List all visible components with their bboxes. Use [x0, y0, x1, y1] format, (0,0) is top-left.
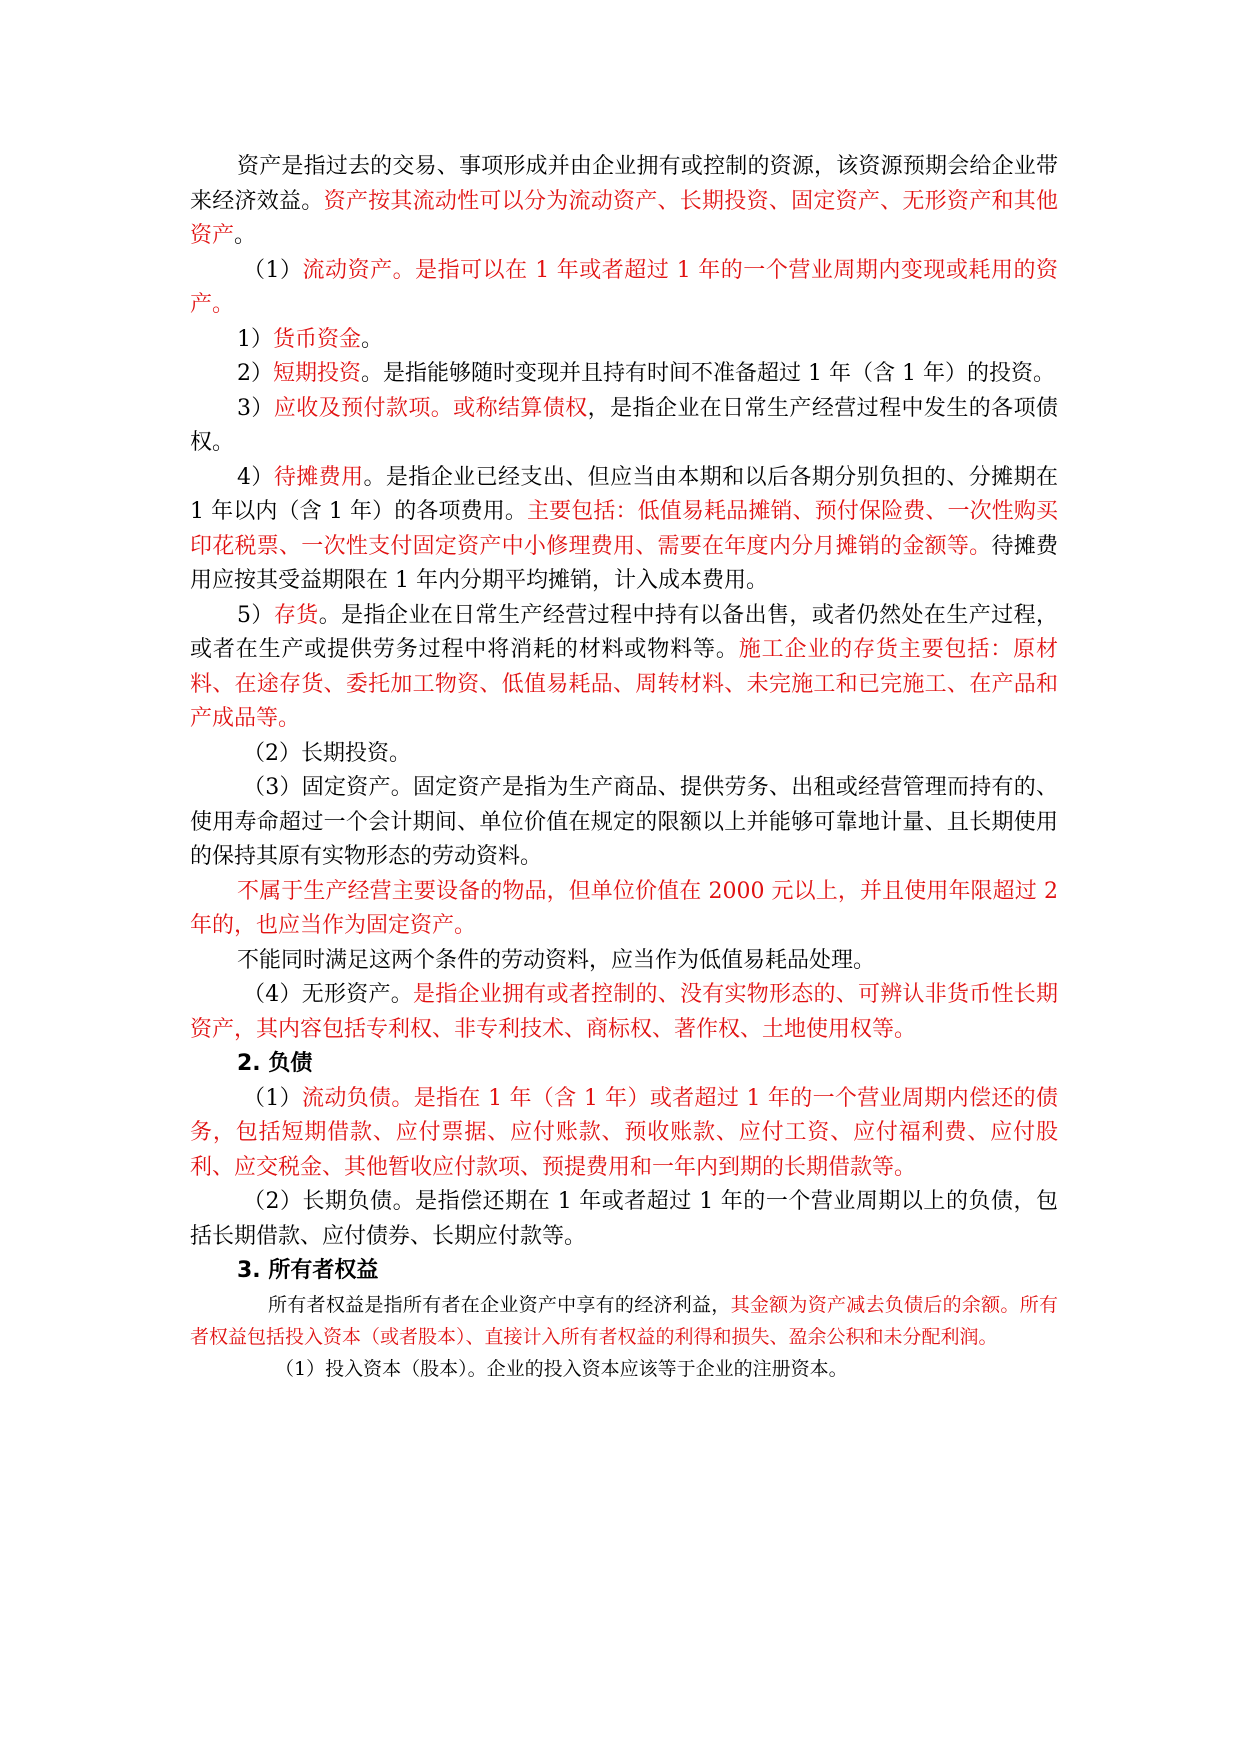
text-run: 4）: [237, 464, 274, 490]
text-run: 。: [234, 223, 257, 248]
emphasis-run: 施工企业的存货主要包括：原材料、在途存货、委托加工物资、低值易耗品、周转材料、未完施工和已完施工、在产品和产成品等。: [190, 637, 1058, 731]
text-run: 所有者权益是指所有者在企业资产中享有的经济利益，: [268, 1293, 731, 1316]
text-run: ，是指企业在日常生产经营过程中发生的各项债权。: [190, 395, 1058, 455]
paragraph-long-term-investment: （2）长期投资。: [243, 740, 411, 766]
paragraph-fixed-assets: （3）固定资产。固定资产是指为生产商品、提供劳务、出租或经营管理而持有的、使用寿命超过一个会计期间、单位价值在规定的限额以上并能够可靠地计量、且长期使用的保持其原有实物形态的劳动资料。: [190, 775, 1058, 869]
text-run: 。: [361, 326, 384, 352]
text-run: （4）无形资产。: [243, 982, 413, 1007]
paragraph-current-assets: [190, 254, 1058, 323]
text-run: 3）: [237, 395, 274, 421]
text-run: 2）: [237, 361, 273, 386]
text-run: 。是指企业已经支出、但应当由本期和以后各期分别负担的、分摊期在 1 年以内（含 1 年）的各项费用。: [190, 464, 1058, 524]
emphasis-run: 主要包括：低值易耗品摊销、预付保险费、一次性购买印花税票、一次性支付固定资产中小修理费用、需要在年度内分月摊销的金额等。: [190, 499, 1058, 559]
emphasis-run: 是指企业拥有或者控制的、没有实物形态的、可辨认非货币性长期资产，其内容包括专利权、非专利技术、商标权、著作权、土地使用权等。: [190, 982, 1058, 1042]
text-run: 。是指能够随时变现并且持有时间不准备超过 1 年（含 1 年）的投资。: [361, 361, 1055, 386]
text-run: 。是指企业在日常生产经营过程中持有以备出售，或者仍然处在生产过程，或者在生产或提供劳务过程中将消耗的材料或物料等。: [190, 602, 1058, 662]
paragraph-long-term-liabilities: （2）长期负债。是指偿还期在 1 年或者超过 1 年的一个营业周期以上的负债，包括长期借款、应付债券、长期应付款等。: [190, 1189, 1058, 1249]
paragraph-owners-equity-definition: [190, 1289, 1058, 1353]
paragraph-intangible-assets: [190, 978, 1058, 1047]
section-heading-owners-equity: 3. 所有者权益: [237, 1258, 379, 1283]
emphasis-run: 流动负债。是指在 1 年（含 1 年）或者超过 1 年的一个营业周期内偿还的债务，包括短期借款、应付票据、应付账款、预收账款、应付工资、应付福利费、应付股利、应交税金、其他暂收应付款项、预提费用和一年内到期的长期借款等。: [190, 1085, 1059, 1180]
paragraph-paid-in-capital: （1）投入资本（股本）。企业的投入资本应该等于企业的注册资本。: [275, 1357, 848, 1380]
paragraph-asset-definition: [190, 150, 1058, 254]
document-body: [190, 150, 1058, 1385]
emphasis-run: 待摊费用: [273, 464, 364, 490]
paragraph-current-liabilities: [190, 1082, 1058, 1186]
paragraph-prepaid-expenses: [190, 461, 1058, 599]
paragraph-monetary-funds: [190, 323, 1058, 358]
text-run: 资产是指过去的交易、事项形成并由企业拥有或控制的资源，该资源预期会给企业带来经济效益。: [190, 154, 1058, 214]
emphasis-run: 货币资金: [273, 326, 362, 352]
paragraph-fixed-assets-rule: 不属于生产经营主要设备的物品，但单位价值在 2000 元以上，并且使用年限超过 2 年的，也应当作为固定资产。: [190, 878, 1058, 938]
emphasis-run: 流动资产。是指可以在 1 年或者超过 1 年的一个营业周期内变现或耗用的资产。: [190, 257, 1058, 317]
text-run: 待摊费用应按其受益期限在 1 年内分期平均摊销，计入成本费用。: [190, 533, 1058, 593]
paragraph-low-value-items: 不能同时满足这两个条件的劳动资料，应当作为低值易耗品处理。: [237, 947, 876, 973]
paragraph-short-term-investment: [190, 357, 1058, 392]
emphasis-run: 短期投资: [273, 361, 362, 386]
emphasis-run: 应收及预付款项。或称结算债权: [273, 395, 588, 421]
paragraph-inventory: [190, 599, 1058, 737]
emphasis-run: 资产按其流动性可以分为流动资产、长期投资、固定资产、无形资产和其他资产: [190, 188, 1058, 248]
emphasis-run: 存货: [273, 602, 319, 628]
text-run: 1）: [237, 326, 273, 352]
text-run: （1）: [243, 257, 303, 283]
emphasis-run: 其金额为资产减去负债后的余额。所有者权益包括投入资本（或者股本）、直接计入所有者权益的利得和损失、盈余公积和未分配利润。: [190, 1293, 1058, 1348]
paragraph-receivables: [190, 392, 1058, 461]
text-run: （1）: [243, 1085, 303, 1111]
text-run: 5）: [237, 602, 274, 628]
section-heading-liabilities: 2. 负债: [237, 1051, 313, 1076]
